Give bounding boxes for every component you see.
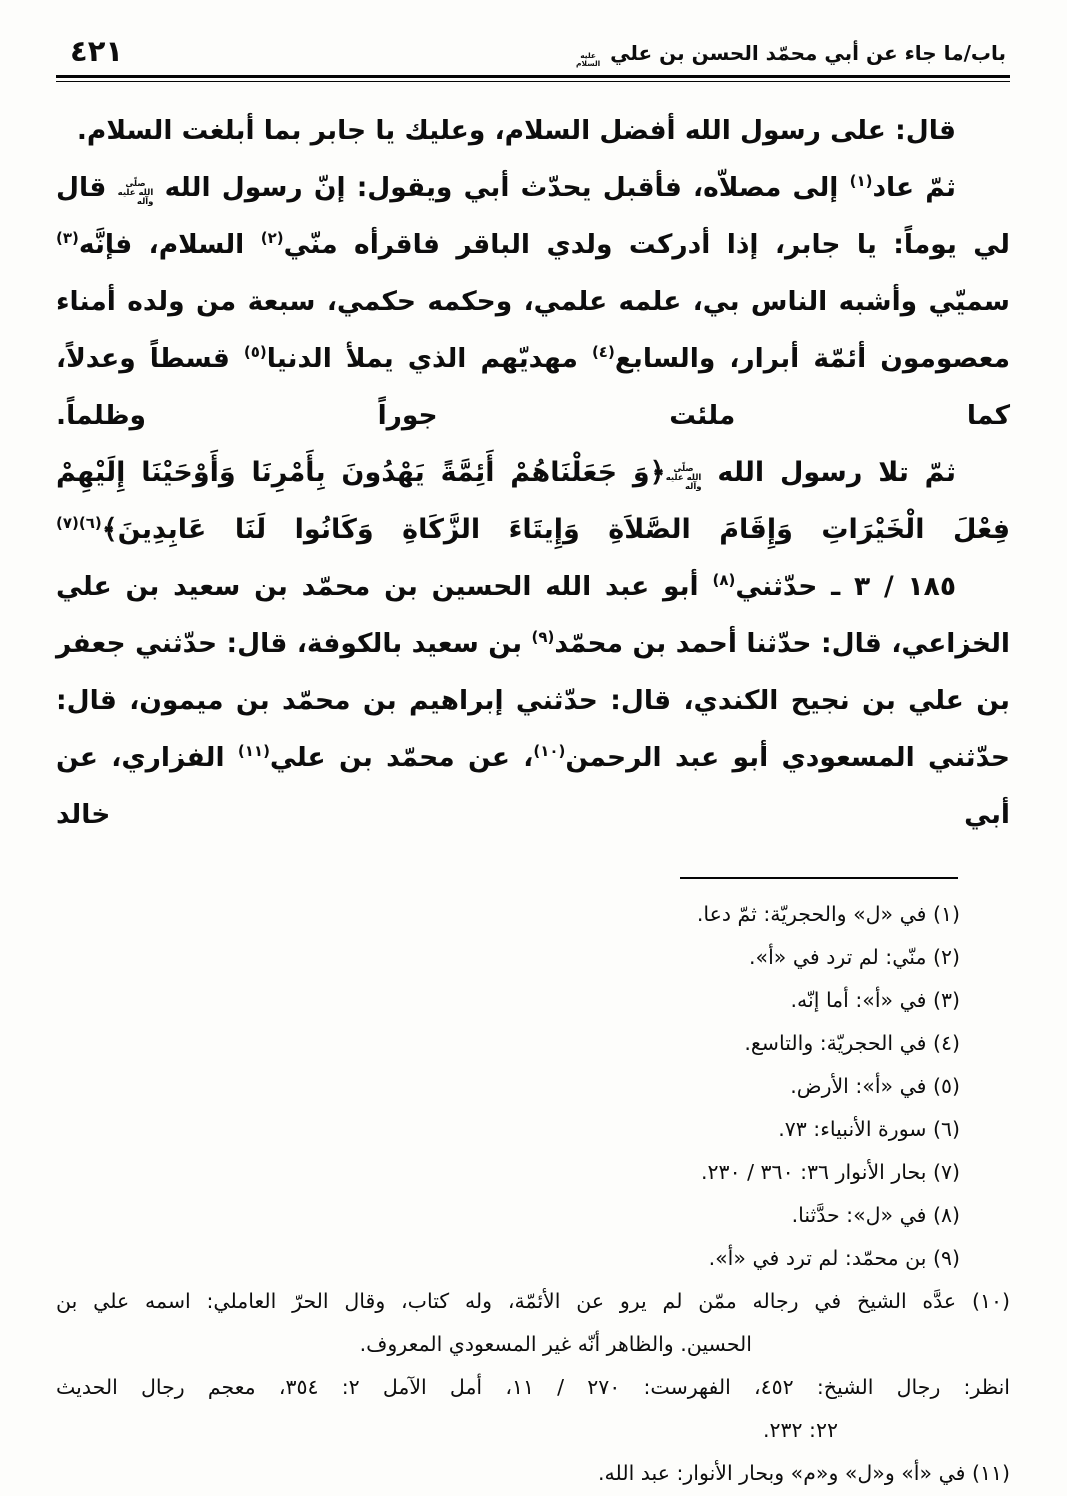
footnote-4: (٤) في الحجريّة: والتاسع. (744, 1031, 960, 1055)
footnote-ref-6: (٦) (78, 514, 102, 532)
footnote-10-line3: انظر: رجال الشيخ: ٤٥٢، الفهرست: ٢٧٠ / ١١، أمل الآمل ٢: ٣٥٤، معجم رجال الحديث (56, 1375, 1010, 1399)
paragraph-2-text: السلام، فإنَّه (78, 229, 261, 260)
header-rule-thin (56, 81, 1010, 82)
prophet-honorific-symbol: صلّى الله عليه وآله (665, 463, 702, 492)
footnote-ref-7: (٧) (56, 514, 79, 532)
paragraph-2-text: إلى مصلاّه، فأقبل يحدّث أبي ويقول: إنّ رسول الله (153, 172, 850, 203)
footnote-ref-2: (٢) (260, 229, 284, 247)
footnote-10: (١٠) عدَّه الشيخ في رجاله ممّن لم يرو عن الأئمّة، وله كتاب، وقال الحرّ العاملي: اسمه علي بن (56, 1289, 1010, 1313)
footnote-11: (١١) في «أ» و«ل» و«م» وبحار الأنوار: عبد الله. (598, 1461, 1010, 1485)
footnote-ref-3: (٣) (56, 229, 79, 247)
paragraph-3-text: أبو عبد الله الحسين بن محمّد بن سعيد بن علي الخزاعي، قال: حدّثنا أحمد بن محمّد (56, 571, 1011, 659)
hadith-paragraph-1 (56, 102, 1010, 159)
paragraph-2-text: سميّي وأشبه الناس بي، علمه علمي، وحكمه حكمي، سبعة من ولده أمناء معصومون أئمّة أبرار، والسابع (56, 286, 1010, 374)
chapter-header-title (573, 41, 1006, 68)
footnote-separator (680, 877, 958, 879)
page-header (56, 34, 1010, 70)
footnote-1: (١) في «ل» والحجريّة: ثمّ دعا. (696, 902, 960, 926)
body-text (56, 102, 1010, 843)
footnote-ref-10: (١٠) (533, 742, 566, 760)
paragraph-2-text: ثمّ عاد (872, 172, 957, 203)
paragraph-2-text: مهديّهم الذي يملأ الدنيا (266, 343, 592, 374)
footnote-8: (٨) في «ل»: حدَّثنا. (791, 1203, 960, 1227)
footnote-ref-9: (٩) (531, 628, 555, 646)
footnote-3: (٣) في «أ»: أما إنّه. (790, 988, 960, 1012)
chapter-title-text: باب/ما جاء عن أبي محمّد الحسن بن علي (610, 40, 1006, 65)
footnotes-section (56, 877, 1010, 1495)
footnote-ref-5: (٥) (243, 343, 267, 361)
paragraph-3-text: ١٨٥ / ٣ ـ حدّثني (735, 571, 956, 602)
footnote-2: (٢) منّي: لم ترد في «أ». (749, 945, 960, 969)
footnote-5: (٥) في «أ»: الأرض. (790, 1074, 960, 1098)
imam-honorific-symbol: عليه السلام (576, 50, 601, 68)
paragraph-3-text: الفزاري، عن أبي خالد (56, 742, 1010, 830)
page-number: ٤٢١ (70, 34, 124, 68)
quran-intro-text: ثمّ تلا رسول الله (701, 457, 956, 488)
quran-verse: ﴿وَ جَعَلْنَاهُمْ أَئِمَّةً يَهْدُونَ بِأَمْرِنَا وَأَوْحَيْنَا إِلَيْهِمْ فِعْلَ الْخَيْرَاتِ وَإِقَامَ الصَّلاَةِ وَإِيتَاءَ الزَّكَاةِ وَكَانُوا لَنَا عَابِدِينَ﴾ (56, 457, 1010, 545)
footnote-ref-11: (١١) (237, 742, 270, 760)
hadith-paragraph-2 (56, 159, 1010, 444)
footnote-10-line4: ٢٢: ٢٣٢. (762, 1418, 838, 1442)
footnote-10-line2: الحسين. والظاهر أنّه غير المسعودي المعروف. (359, 1332, 752, 1356)
paragraph-3-text: ، عن محمّد بن علي (269, 742, 534, 773)
footnote-9: (٩) بن محمّد: لم ترد في «أ». (708, 1246, 960, 1270)
footnote-7: (٧) بحار الأنوار ٣٦: ٣٦٠ / ٢٣٠. (701, 1160, 960, 1184)
paragraph-3-text: بن سعيد بالكوفة، قال: حدّثني جعفر بن علي بن نجيح الكندي، قال: حدّثني إبراهيم بن محمّد بن ميمون، قال: حدّثني المسعودي أبو عبد الرحمن (56, 628, 1011, 773)
footnote-6: (٦) سورة الأنبياء: ٧٣. (778, 1117, 960, 1141)
prophet-honorific-symbol: صلّى الله عليه وآله (117, 178, 154, 207)
footnote-ref-8: (٨) (712, 571, 736, 589)
paragraph-2-text: قسطاً وعدلاً، كما ملئت جوراً وظلماً. (56, 343, 1010, 431)
quran-paragraph (56, 444, 1010, 558)
footnote-ref-1: (١) (849, 172, 873, 190)
footnote-ref-4: (٤) (591, 343, 615, 361)
header-rule-thick (56, 75, 1010, 78)
paragraph-1-text: قال: على رسول الله أفضل السلام، وعليك يا جابر بما أبلغت السلام. (76, 115, 956, 146)
hadith-paragraph-3 (56, 558, 1010, 843)
paragraph-2-text: قال لي يوماً: يا جابر، إذا أدركت ولدي الباقر فاقرأه منّي (56, 172, 1010, 260)
